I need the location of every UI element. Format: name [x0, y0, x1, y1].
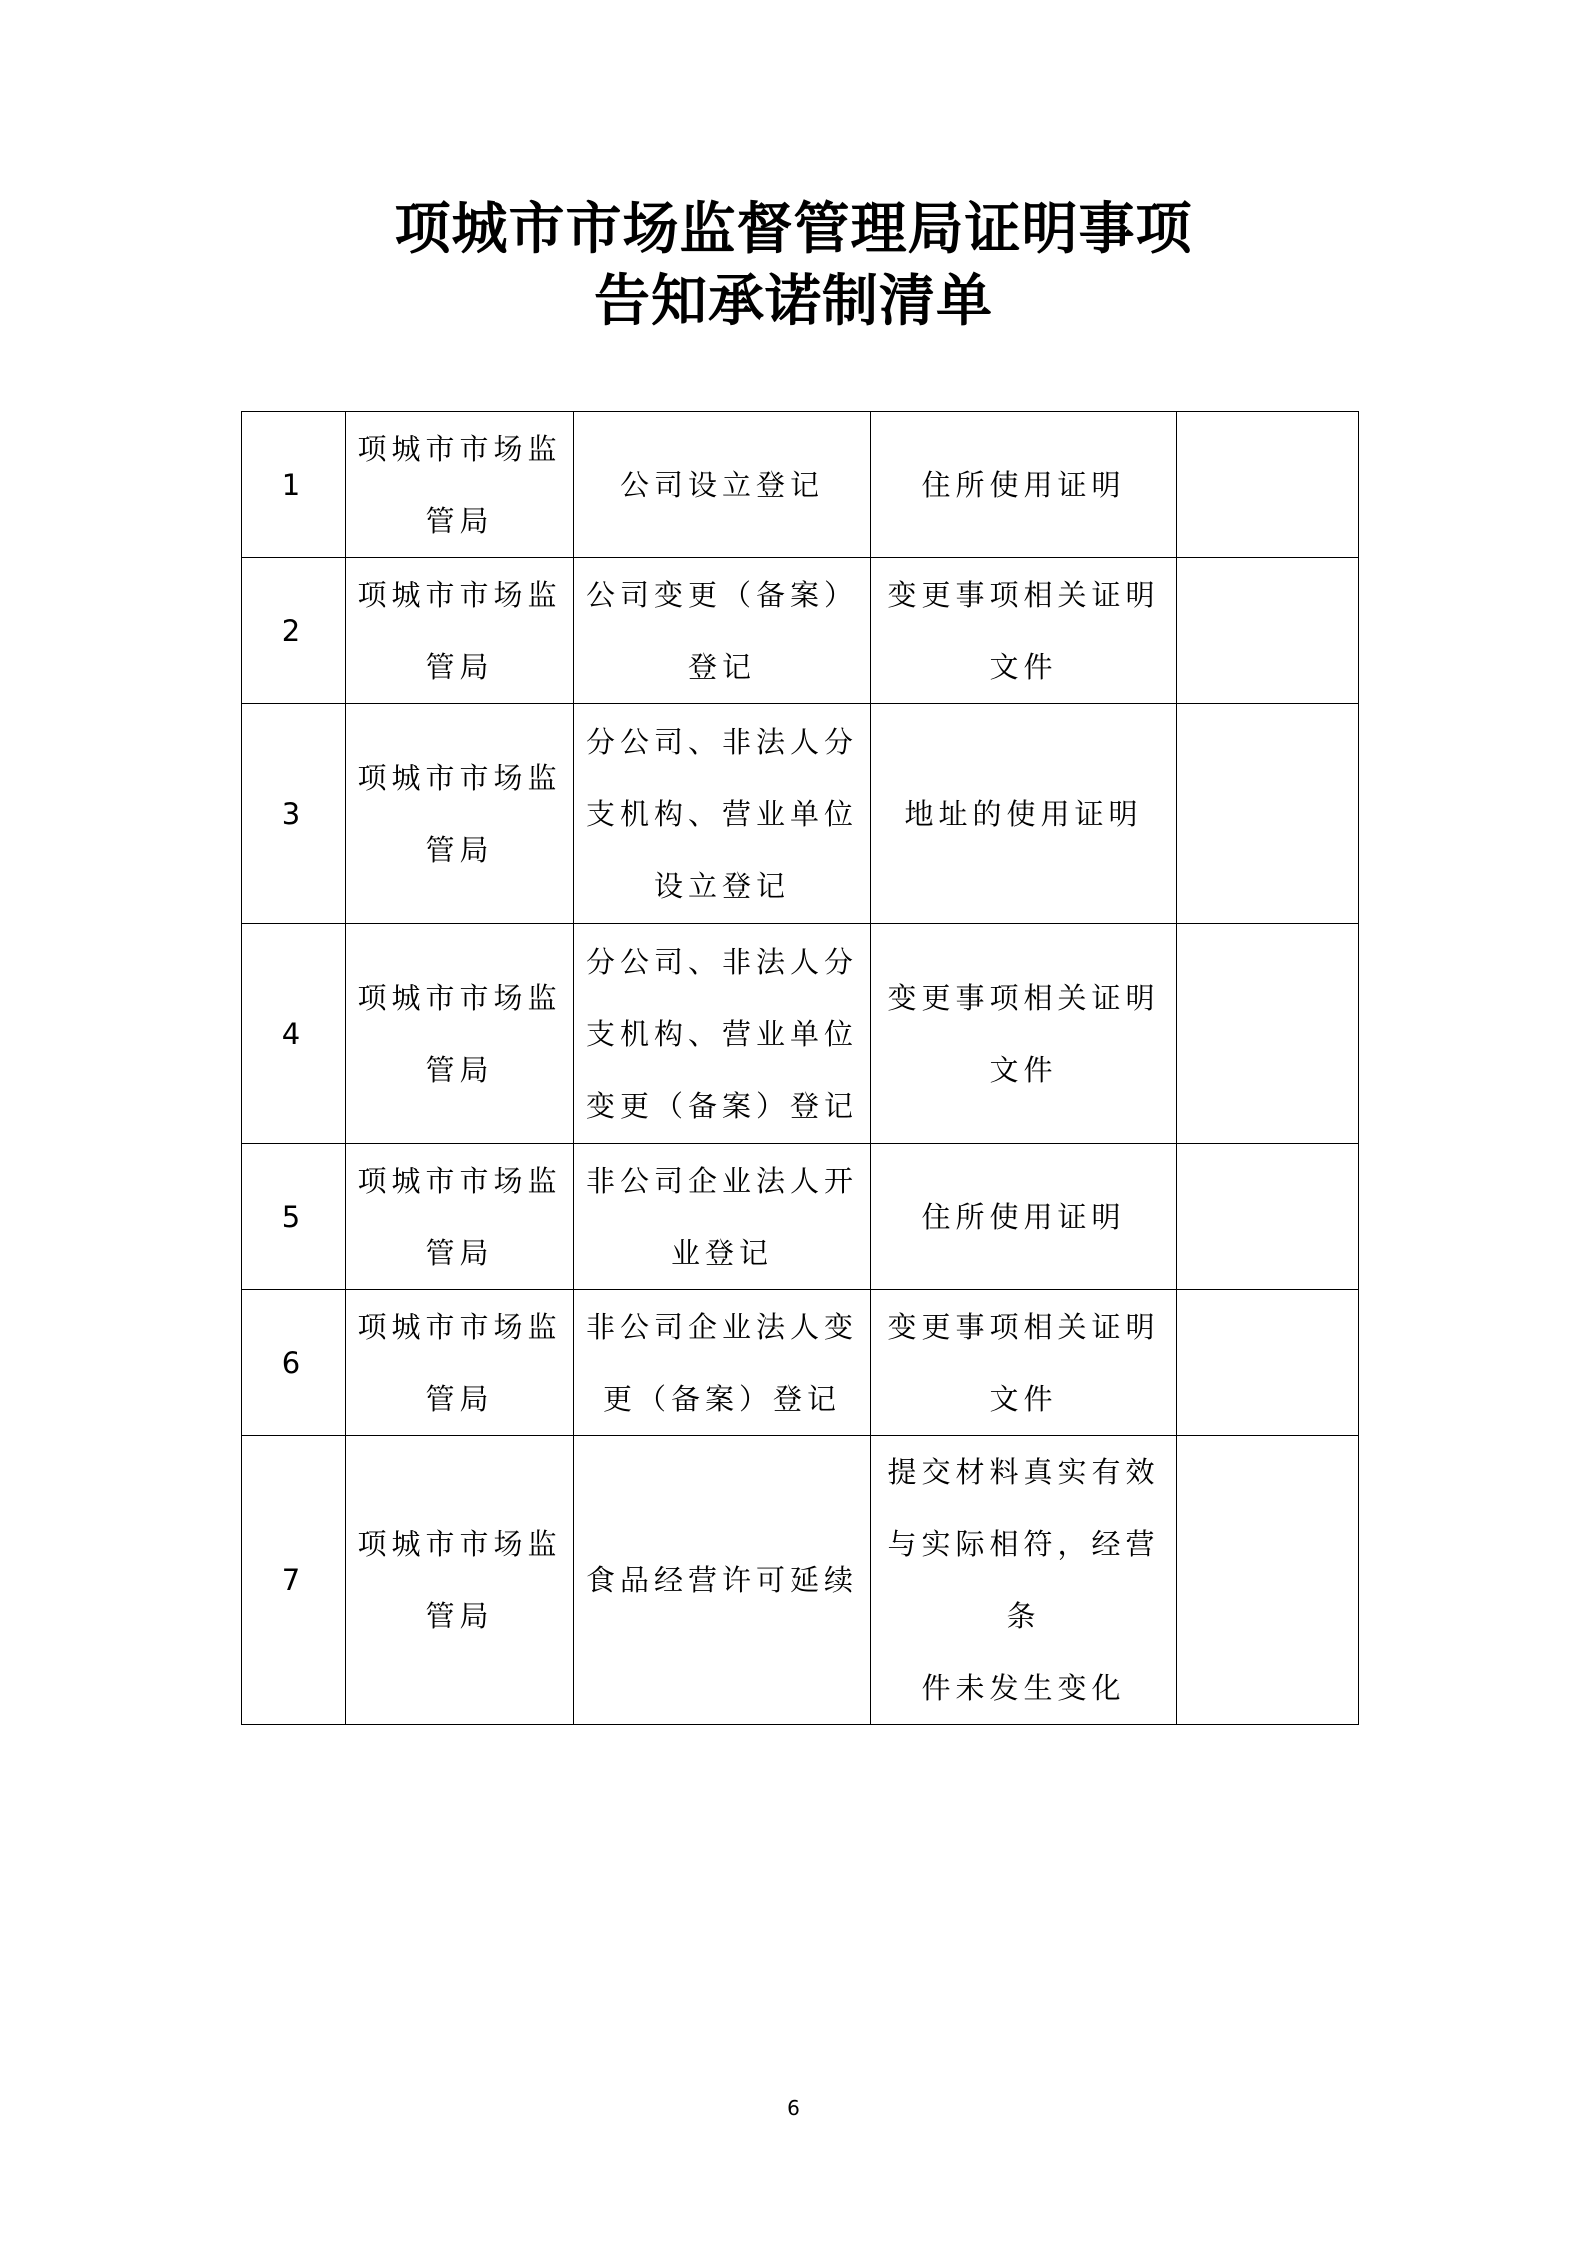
proof-cell-line: 变更事项相关证明 [887, 980, 1160, 1015]
matter-cell-line: 分公司、非法人分 [585, 944, 858, 979]
department-cell-line: 项城市市场监 [357, 577, 562, 612]
proof-cell-line: 变更事项相关证明 [887, 1309, 1160, 1344]
matter-cell-line: 非公司企业法人开 [585, 1163, 858, 1198]
department-cell-line: 管局 [425, 649, 494, 684]
matter-cell-line: 支机构、营业单位 [585, 796, 858, 831]
matter-cell-line: 设立登记 [653, 868, 790, 903]
matter-cell-line: 分公司、非法人分 [585, 724, 858, 759]
department-cell [346, 558, 574, 704]
row-number: 4 [242, 924, 346, 1144]
proof-cell-line: 与实际相符，经营条 [887, 1527, 1160, 1633]
matter-cell [574, 704, 871, 924]
department-cell [346, 412, 574, 558]
department-cell [346, 1144, 574, 1290]
matter-cell-line: 非公司企业法人变 [585, 1309, 858, 1344]
matter-cell-line: 支机构、营业单位 [585, 1016, 858, 1051]
table-row [242, 924, 1359, 1144]
note-cell [1177, 558, 1359, 704]
proof-cell [871, 412, 1177, 558]
department-cell-line: 项城市市场监 [357, 1527, 562, 1561]
proof-cell [871, 1144, 1177, 1290]
note-cell [1177, 704, 1359, 924]
row-number: 7 [242, 1436, 346, 1725]
matter-cell [574, 924, 871, 1144]
note-cell [1177, 924, 1359, 1144]
proof-cell [871, 924, 1177, 1144]
note-cell [1177, 412, 1359, 558]
commitment-list-table [241, 411, 1359, 1725]
department-cell-line: 项城市市场监 [357, 1163, 562, 1198]
department-cell-line: 管局 [425, 832, 494, 867]
proof-cell-line: 文件 [989, 649, 1058, 684]
page-number: 6 [787, 2096, 800, 2120]
page-title-line-1: 项城市市场监督管理局证明事项 [394, 196, 1193, 262]
row-number: 5 [242, 1144, 346, 1290]
table-row [242, 558, 1359, 704]
matter-cell [574, 412, 871, 558]
proof-cell [871, 1290, 1177, 1436]
table-row [242, 1290, 1359, 1436]
page-title-line-2: 告知承诺制清单 [594, 268, 993, 334]
table-row [242, 704, 1359, 924]
proof-cell-line: 变更事项相关证明 [887, 577, 1160, 612]
department-cell-line: 项城市市场监 [357, 1309, 562, 1344]
department-cell-line: 管局 [425, 1381, 494, 1416]
proof-cell-line: 文件 [989, 1052, 1058, 1087]
row-number: 2 [242, 558, 346, 704]
note-cell [1177, 1436, 1359, 1725]
matter-cell-line: 公司变更（备案） [585, 577, 858, 612]
proof-cell-line: 住所使用证明 [921, 1199, 1126, 1234]
matter-cell [574, 1436, 871, 1725]
matter-cell-line: 公司设立登记 [619, 467, 824, 502]
matter-cell-line: 业登记 [670, 1235, 773, 1270]
proof-cell-line: 提交材料真实有效 [887, 1455, 1160, 1489]
department-cell [346, 1436, 574, 1725]
proof-cell [871, 704, 1177, 924]
matter-cell-line: 变更（备案）登记 [585, 1088, 858, 1123]
proof-cell-line: 文件 [989, 1381, 1058, 1416]
row-number: 3 [242, 704, 346, 924]
matter-cell [574, 1144, 871, 1290]
department-cell-line: 管局 [425, 503, 494, 538]
department-cell-line: 项城市市场监 [357, 431, 562, 466]
row-number: 6 [242, 1290, 346, 1436]
matter-cell-line: 食品经营许可延续 [585, 1563, 858, 1597]
proof-cell-line: 地址的使用证明 [904, 796, 1143, 831]
department-cell [346, 704, 574, 924]
table-row [242, 1436, 1359, 1725]
table-row [242, 412, 1359, 558]
matter-cell [574, 1290, 871, 1436]
department-cell-line: 管局 [425, 1235, 494, 1270]
matter-cell-line: 登记 [687, 649, 756, 684]
department-cell [346, 1290, 574, 1436]
department-cell-line: 管局 [425, 1599, 494, 1633]
proof-cell-line: 住所使用证明 [921, 467, 1126, 502]
proof-cell [871, 558, 1177, 704]
matter-cell [574, 558, 871, 704]
department-cell-line: 项城市市场监 [357, 980, 562, 1015]
department-cell-line: 管局 [425, 1052, 494, 1087]
note-cell [1177, 1290, 1359, 1436]
note-cell [1177, 1144, 1359, 1290]
proof-cell [871, 1436, 1177, 1725]
department-cell-line: 项城市市场监 [357, 760, 562, 795]
row-number: 1 [242, 412, 346, 558]
proof-cell-line: 件未发生变化 [921, 1671, 1126, 1705]
table-row [242, 1144, 1359, 1290]
department-cell [346, 924, 574, 1144]
matter-cell-line: 更（备案）登记 [602, 1381, 841, 1416]
